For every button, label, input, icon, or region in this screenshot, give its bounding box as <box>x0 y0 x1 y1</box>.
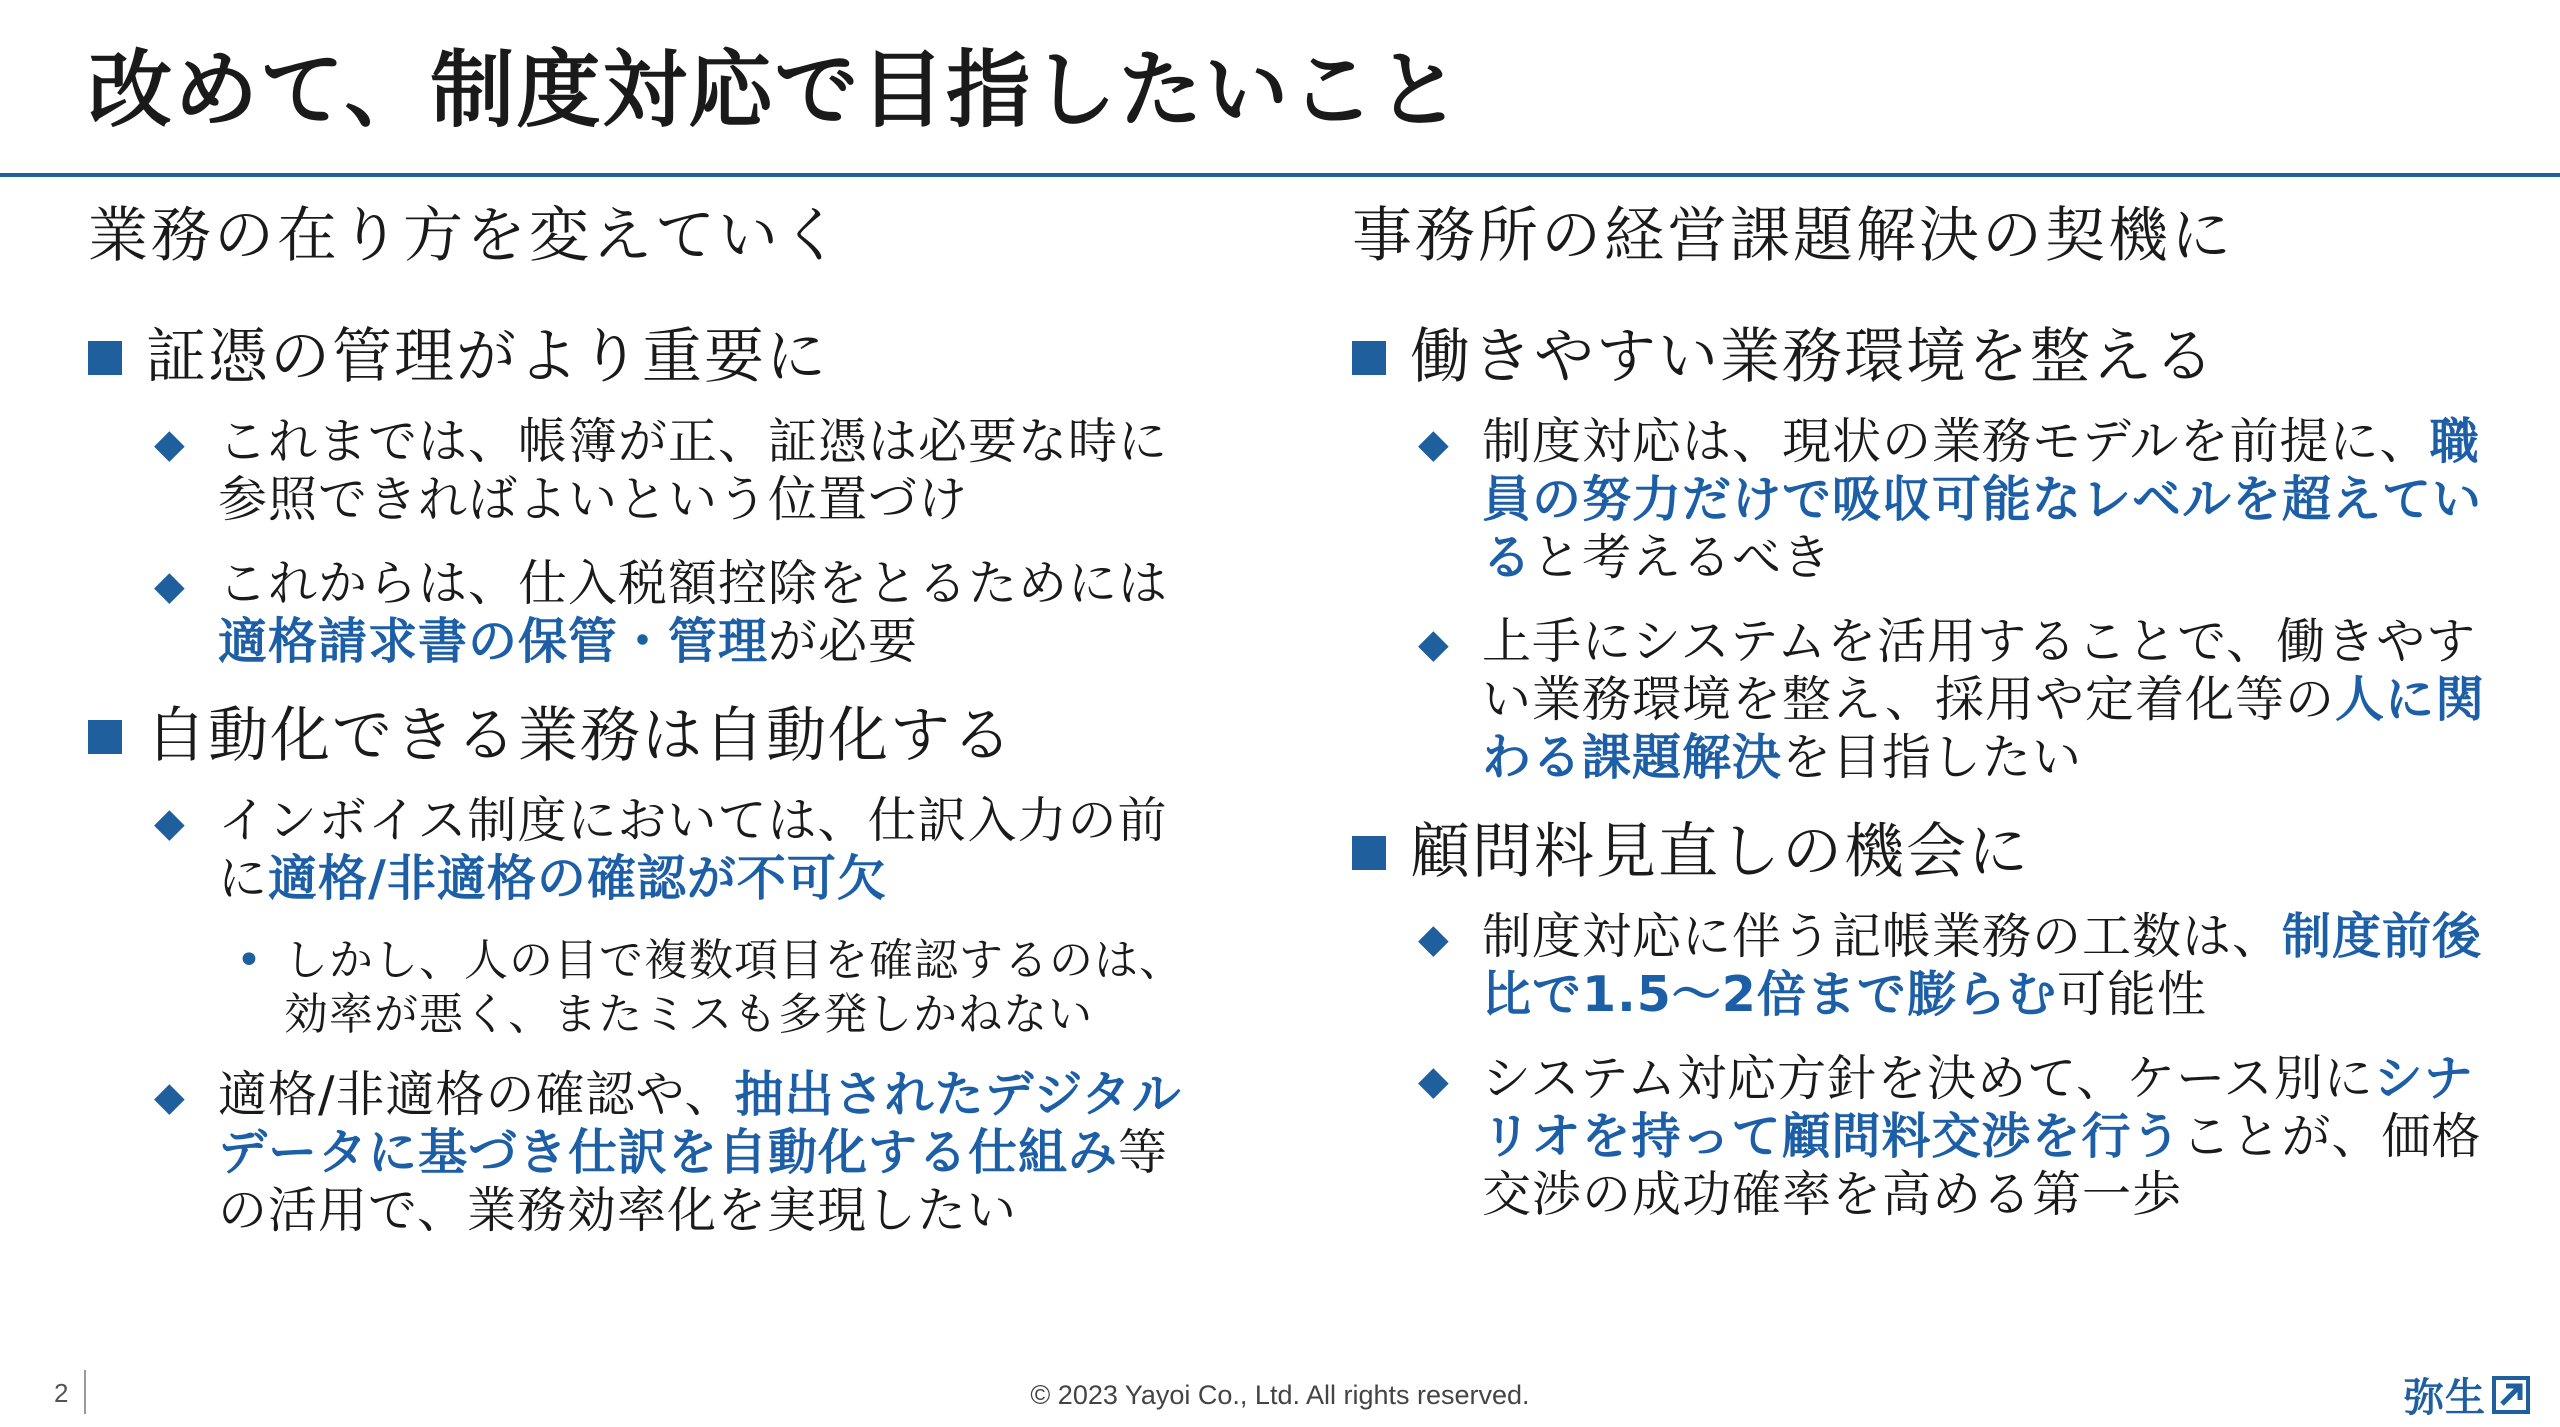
diamond-bullet-icon: ◆ <box>154 563 186 609</box>
bullet-highlight: 人に関わる課題解決 <box>1482 671 2485 786</box>
bullet-item <box>88 792 1208 908</box>
dot-bullet-icon: • <box>236 935 263 986</box>
square-bullet-icon <box>1352 836 1386 870</box>
bullet-item <box>1352 613 2502 787</box>
section-work-environment <box>1352 320 2502 787</box>
bullet-item <box>1352 908 2502 1024</box>
section-heading <box>88 699 1208 774</box>
section-automation <box>88 699 1208 1240</box>
sub-bullet-text: しかし、人の目で複数項目を確認するのは、効率が悪く、またミスも多発しかねない <box>284 935 1184 1040</box>
bullet-text: 可能性 <box>2056 966 2207 1023</box>
bullet-text: ことが、価格交渉の成功確率を高める第一歩 <box>1482 1108 2482 1223</box>
bullet-text: と考えるべき <box>1532 529 1833 586</box>
bullet-text: 上手にシステムを活用することで、働きやすい業務環境を整え、採用や定着化等の <box>1482 613 2477 728</box>
section-heading <box>88 320 1208 395</box>
bullet-highlight: 抽出されたデジタルデータに基づき仕訳を自動化する仕組み <box>218 1066 1182 1181</box>
page-number: 2 <box>54 1378 69 1408</box>
section-fee-review <box>1352 815 2502 1224</box>
square-bullet-icon <box>88 341 122 375</box>
left-subtitle: 業務の在り方を変えていく <box>88 201 844 271</box>
diamond-bullet-icon: ◆ <box>1418 621 1450 667</box>
bullet-item <box>88 413 1208 529</box>
company-logo <box>2404 1366 2530 1423</box>
right-subtitle: 事務所の経営課題解決の契機に <box>1352 201 2234 271</box>
section-heading-text: 自動化できる業務は自動化する <box>146 701 1014 771</box>
bullet-highlight: 適格請求書の保管・管理 <box>218 613 769 670</box>
bullet-text: これまでは、帳簿が正、証憑は必要な時に参照できればよいという位置づけ <box>218 413 1169 528</box>
logo-text: 弥生 <box>2404 1375 2486 1421</box>
right-column <box>1352 200 2502 1250</box>
bullet-text: を目指したい <box>1782 729 2083 786</box>
bullet-text: が必要 <box>768 613 919 670</box>
bullet-highlight: 制度前後比で1.5～2倍まで膨らむ <box>1482 908 2483 1023</box>
square-bullet-icon <box>1352 341 1386 375</box>
bullet-highlight: 職員の努力だけで吸収可能なレベルを超えている <box>1482 413 2483 586</box>
diamond-bullet-icon: ◆ <box>1418 916 1450 962</box>
bullet-item <box>1352 413 2502 587</box>
sub-bullet-item <box>88 934 1208 1042</box>
section-heading <box>1352 815 2502 890</box>
page-title: 改めて、制度対応で目指したいこと <box>88 41 1463 139</box>
arrow-up-right-icon <box>2492 1376 2530 1414</box>
bullet-text: システム対応方針を決めて、ケース別に <box>1482 1050 2374 1107</box>
bullet-text: インボイス制度においては、仕訳入力の前に <box>218 792 1168 907</box>
diamond-bullet-icon: ◆ <box>154 1074 186 1120</box>
copyright-text: © 2023 Yayoi Co., Ltd. All rights reserved. <box>1030 1380 1530 1410</box>
section-heading-text: 働きやすい業務環境を整える <box>1410 322 2216 392</box>
bullet-item <box>88 1066 1208 1240</box>
title-divider <box>0 173 2560 177</box>
bullet-text: 適格/非適格の確認や、 <box>218 1066 735 1123</box>
diamond-bullet-icon: ◆ <box>154 421 186 467</box>
section-heading-text: 顧問料見直しの機会に <box>1410 817 2030 887</box>
bullet-item <box>88 555 1208 671</box>
section-heading <box>1352 320 2502 395</box>
diamond-bullet-icon: ◆ <box>154 800 186 846</box>
bullet-text: 制度対応に伴う記帳業務の工数は、 <box>1482 908 2283 965</box>
bullet-highlight: 適格/非適格の確認が不可欠 <box>268 850 887 907</box>
bullet-highlight: シナリオを持って顧問料交渉を行う <box>1482 1050 2474 1165</box>
bullet-text: 制度対応は、現状の業務モデルを前提に、 <box>1482 413 2430 470</box>
bullet-text: これからは、仕入税額控除をとるためには <box>218 555 1169 612</box>
left-column <box>88 200 1208 1266</box>
diamond-bullet-icon: ◆ <box>1418 421 1450 467</box>
section-heading-text: 証憑の管理がより重要に <box>146 322 828 392</box>
section-voucher-management <box>88 320 1208 671</box>
diamond-bullet-icon: ◆ <box>1418 1058 1450 1104</box>
bullet-text: 等の活用で、業務効率化を実現したい <box>218 1124 1169 1239</box>
bullet-item <box>1352 1050 2502 1224</box>
square-bullet-icon <box>88 720 122 754</box>
